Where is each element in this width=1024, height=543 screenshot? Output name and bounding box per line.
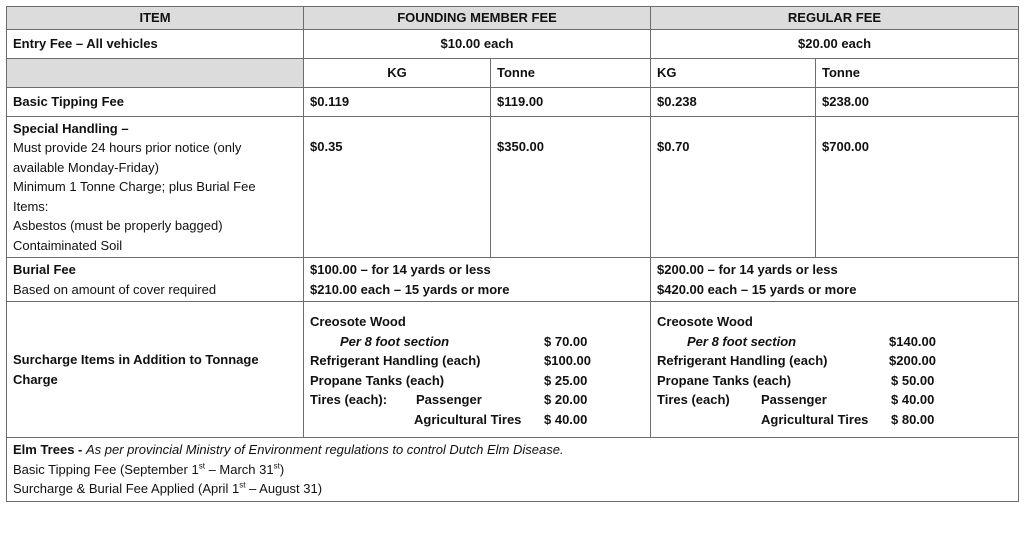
elm-trees-cell — [7, 438, 1019, 502]
header-item: ITEM — [7, 7, 304, 30]
founding-tonne-header: Tonne — [491, 58, 651, 87]
elm-surcharge-text: – August 31) — [245, 481, 323, 496]
surcharge-label-line: Surcharge Items in Addition to Tonnage — [13, 352, 259, 367]
header-row — [7, 7, 1019, 30]
entry-fee-founding: $10.00 each — [304, 29, 651, 58]
burial-regular-cell — [651, 258, 1019, 302]
regular-passenger-price: $ 40.00 — [891, 392, 935, 407]
entry-fee-label: Entry Fee – All vehicles — [7, 29, 304, 58]
surcharge-label-cell — [7, 302, 304, 438]
founding-propane-price: $ 25.00 — [544, 372, 588, 388]
elm-surcharge-text: Surcharge & Burial Fee Applied (April 1 — [13, 481, 240, 496]
refrigerant-label: Refrigerant Handling (each) — [310, 353, 481, 368]
per-8-foot-label: Per 8 foot section — [687, 333, 797, 349]
elm-trees-note: As per provincial Ministry of Environment regulations to control Dutch Elm Disease. — [85, 442, 564, 457]
burial-fee-subtitle: Based on amount of cover required — [13, 281, 217, 297]
ordinal-suffix: st — [273, 461, 280, 471]
founding-per8-price: $ 70.00 — [544, 333, 588, 349]
special-handling-cell — [7, 116, 304, 258]
agricultural-label: Agricultural Tires — [414, 411, 522, 427]
ordinal-suffix: st — [198, 461, 205, 471]
founding-refrigerant-price: $100.00 — [544, 353, 591, 368]
elm-line-1 — [13, 440, 1012, 460]
burial-regular-line: $200.00 – for 14 yards or less — [657, 262, 838, 277]
basic-tipping-label: Basic Tipping Fee — [7, 87, 304, 116]
elm-trees-title: Elm Trees - — [13, 442, 86, 457]
units-blank-cell — [7, 58, 304, 87]
regular-per8-price: $140.00 — [889, 333, 936, 349]
surcharge-row — [7, 302, 1019, 438]
founding-agricultural-price: $ 40.00 — [544, 411, 588, 427]
basic-tipping-row — [7, 87, 1019, 116]
regular-propane-price: $ 50.00 — [891, 372, 935, 388]
regular-tonne-header: Tonne — [816, 58, 1019, 87]
burial-fee-cell — [7, 258, 304, 302]
tires-label: Tires (each): — [310, 392, 388, 407]
creosote-label: Creosote Wood — [657, 314, 753, 329]
special-line: Contaiminated Soil — [13, 237, 123, 253]
special-line: Items: — [13, 198, 49, 214]
passenger-label: Passenger — [416, 392, 482, 407]
elm-basic-text: ) — [279, 461, 285, 477]
special-line: Must provide 24 hours prior notice (only — [13, 140, 242, 155]
propane-label: Propane Tanks (each) — [310, 372, 445, 388]
special-handling-title: Special Handling – — [13, 120, 129, 136]
burial-regular-line: $420.00 each – 15 yards or more — [657, 281, 857, 297]
entry-fee-regular: $20.00 each — [651, 29, 1019, 58]
special-founding-kg: $0.35 — [304, 116, 491, 258]
basic-founding-kg: $0.119 — [304, 87, 491, 116]
entry-fee-row — [7, 29, 1019, 58]
refrigerant-label: Refrigerant Handling (each) — [657, 353, 828, 368]
surcharge-founding-cell — [304, 302, 651, 438]
elm-line-2 — [13, 460, 1012, 480]
surcharge-label-line: Charge — [13, 371, 58, 387]
basic-regular-kg: $0.238 — [651, 87, 816, 116]
basic-regular-tonne: $238.00 — [816, 87, 1019, 116]
founding-passenger-price: $ 20.00 — [544, 392, 588, 407]
tires-label: Tires (each) — [657, 392, 730, 407]
per-8-foot-label: Per 8 foot section — [340, 333, 450, 349]
header-regular-fee: REGULAR FEE — [651, 7, 1019, 30]
header-founding-fee: FOUNDING MEMBER FEE — [304, 7, 651, 30]
regular-agricultural-price: $ 80.00 — [891, 411, 935, 427]
special-handling-row — [7, 116, 1019, 258]
burial-founding-line: $100.00 – for 14 yards or less — [310, 262, 491, 277]
basic-founding-tonne: $119.00 — [491, 87, 651, 116]
fee-schedule — [6, 6, 1018, 502]
burial-founding-line: $210.00 each – 15 yards or more — [310, 281, 510, 297]
propane-label: Propane Tanks (each) — [657, 372, 792, 388]
regular-refrigerant-price: $200.00 — [889, 353, 936, 368]
burial-founding-cell — [304, 258, 651, 302]
surcharge-regular-cell — [651, 302, 1019, 438]
fee-table — [6, 6, 1019, 502]
special-regular-kg: $0.70 — [651, 116, 816, 258]
units-row — [7, 58, 1019, 87]
elm-basic-text: Basic Tipping Fee (September 1 — [13, 461, 199, 477]
elm-line-3 — [13, 479, 1012, 499]
special-line: available Monday-Friday) — [13, 159, 159, 175]
burial-fee-title: Burial Fee — [13, 262, 76, 277]
special-regular-tonne: $700.00 — [816, 116, 1019, 258]
regular-kg-header: KG — [651, 58, 816, 87]
agricultural-label: Agricultural Tires — [761, 411, 869, 427]
ordinal-suffix: st — [239, 480, 246, 490]
special-line: Asbestos (must be properly bagged) — [13, 218, 223, 233]
founding-kg-header: KG — [304, 58, 491, 87]
burial-fee-row — [7, 258, 1019, 302]
elm-trees-row — [7, 438, 1019, 502]
special-line: Minimum 1 Tonne Charge; plus Burial Fee — [13, 179, 256, 194]
creosote-label: Creosote Wood — [310, 314, 406, 329]
special-founding-tonne: $350.00 — [491, 116, 651, 258]
passenger-label: Passenger — [761, 392, 827, 407]
elm-basic-text: – March 31 — [204, 461, 274, 477]
